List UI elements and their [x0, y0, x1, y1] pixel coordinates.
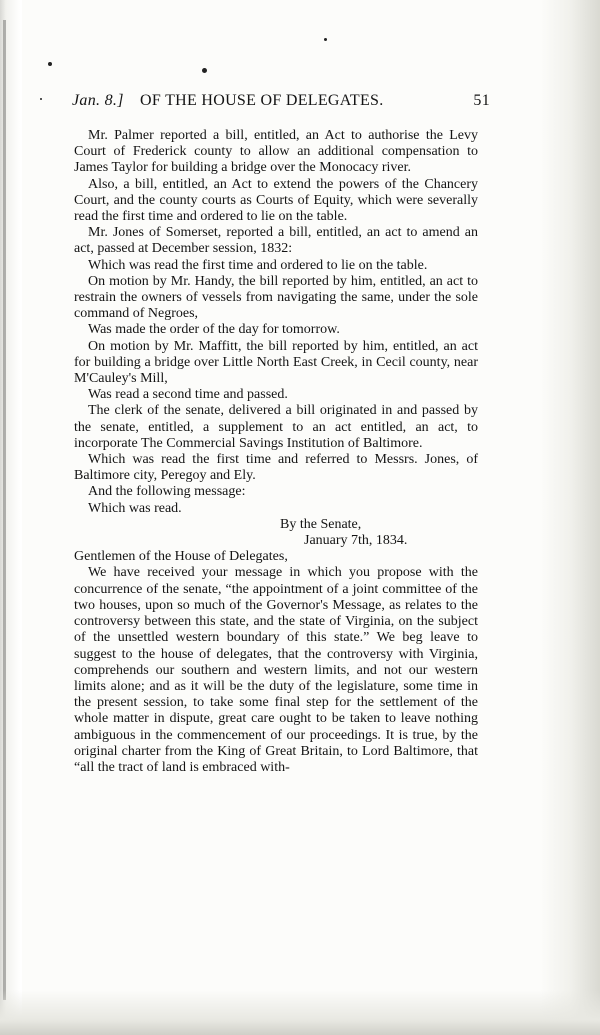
paragraph: On motion by Mr. Maffitt, the bill reported by him, entitled, an act for building a bridge over Little North East Creek, in Cecil county, near M'Cauley's Mill, [74, 338, 478, 387]
paragraph: Was read a second time and passed. [88, 387, 288, 403]
binding-edge [0, 0, 22, 1035]
paragraph: And the following message: [88, 484, 246, 500]
paragraph: Also, a bill, entitled, an Act to extend the powers of the Chancery Court, and the county courts as Courts of Equity, which were severally read the first time and ordered to lie on the table. [74, 176, 478, 225]
header-date: Jan. 8.] [72, 92, 124, 109]
paragraph: Which was read. [88, 500, 182, 516]
paragraph: On motion by Mr. Handy, the bill reported by him, entitled, an act to restrain the owners of vessels from navigating the same, under the sole command of Negroes, [74, 273, 478, 322]
paragraph: Which was read the first time and referred to Messrs. Jones, of Baltimore city, Peregoy and Ely. [74, 452, 478, 484]
message-from: By the Senate, [280, 516, 362, 532]
binding-shadow [3, 20, 6, 1000]
message-date: January 7th, 1834. [304, 533, 408, 549]
paragraph: Mr. Jones of Somerset, reported a bill, entitled, an act to amend an act, passed at December session, 1832: [74, 225, 478, 257]
message-salutation: Gentlemen of the House of Delegates, [74, 549, 288, 565]
ink-speck [324, 38, 327, 41]
page-edge-bottom [0, 990, 600, 1035]
ink-speck [40, 98, 42, 100]
message-body: We have received your message in which you propose with the concurrence of the senate, “the appointment of a joint committee of the two houses, upon so much of the Governor's Message, as relates to the controversy between this state, and the state of Virginia, on the subject of the unsettled western boundary of this state.” We beg leave to suggest to the house of delegates, that the controversy with Virginia, comprehends our southern and western limits, and not our western limits alone; and as it will be the duty of the legislature, some time in the present session, to take some final step for the settlement of the whole matter in dispute, great care ought to be taken to leave nothing ambiguous in the commencement of our proceedings. It is true, by the original charter from the King of Great Britain, to Lord Baltimore, that “all the tract of land is embraced with- [74, 565, 478, 775]
paragraph: Was made the order of the day for tomorrow. [88, 322, 340, 338]
paragraph: Mr. Palmer reported a bill, entitled, an Act to authorise the Levy Court of Frederick county to allow an additional compensation to James Taylor for building a bridge over the Monocacy river. [74, 128, 478, 176]
paragraph: The clerk of the senate, delivered a bill originated in and passed by the senate, entitled, a supplement to an act entitled, an act, to incorporate The Commercial Savings Institution of Baltimore. [74, 403, 478, 451]
ink-speck [202, 68, 207, 73]
paragraph: Which was read the first time and ordered to lie on the table. [88, 257, 428, 273]
ink-speck [48, 62, 52, 66]
header-title: OF THE HOUSE OF DELEGATES. [140, 92, 384, 109]
page-body [74, 128, 478, 776]
running-header [72, 90, 490, 116]
page-number: 51 [473, 92, 490, 109]
page-edge-right [540, 0, 600, 1035]
